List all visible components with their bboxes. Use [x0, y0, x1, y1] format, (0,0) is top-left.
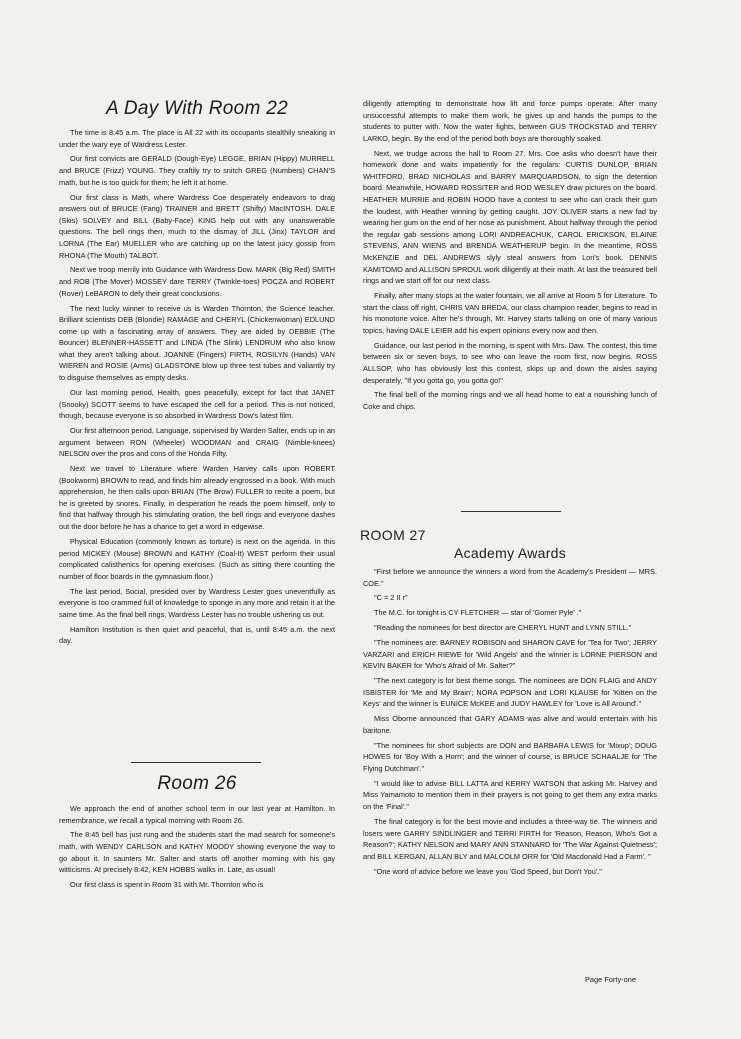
paragraph: The time is 8:45 a.m. The place is All 22 with its occupants stealthily sneaking in under the wary eye of Wardress Lester.: [59, 128, 335, 149]
section-divider: [131, 762, 261, 763]
paragraph: We approach the end of another school term in our last year at Hamilton. In remembrance, we recall a typical morning with Room 26.: [59, 804, 335, 825]
paragraph: diligently attempting to demonstrate how lift and force pumps operate. After many unsuccessful attempts to make them work, he gives up and hands the pumps to the students to putter with. Now the water fights, between GUS TROCKSTAD and TERRY LARKO, begin. By the end of the period both boys are thoroughly soaked.: [363, 99, 657, 143]
paragraph: Hamilton Institution is then quiet and peaceful, that is, until 8:45 a.m. the next day.: [59, 624, 335, 646]
room26-continued: [363, 98, 657, 416]
paragraph: "One word of advice before we leave you 'God Speed, but Don't You'.": [374, 866, 602, 876]
room26-title: Room 26: [157, 773, 237, 794]
paragraph: The M.C. for tonight is CY FLETCHER — star of 'Gomer Pyle' .": [374, 608, 582, 618]
paragraph: Our last morning period, Health, goes peacefully, except for fact that JANET (Snooky) SCOTT seems to have escaped the cell for a period. This is not noticed, though, because everyone is so absorbed in Wardress Dow's latest film.: [59, 387, 335, 421]
room22-title: A Day With Room 22: [106, 98, 288, 119]
paragraph: The last period, Social, presided over by Wardress Lester goes uneventfully as everyone is too crammed full of knowledge to sponge in any more and retain it at the same time. As the final bell rings, Wardress Lester has no trouble ushering us out.: [59, 586, 335, 619]
paragraph: "I would like to advise BILL LATTA and KERRY WATSON that asking Mr. Harvey and Miss Yamamoto to mention them in their prayers is not going to get them any extra marks on the 'Final'.": [363, 778, 657, 812]
paragraph: "C = 2 II r": [374, 593, 408, 603]
page-number: Page Forty-one: [585, 975, 636, 984]
paragraph: Our first class is spent in Room 31 with Mr. Thornton who is: [70, 880, 264, 890]
paragraph: The final bell of the morning rings and we all head home to eat a nourishing lunch of Coke and chips.: [363, 390, 657, 412]
paragraph: The next lucky winner to receive us is Warden Thornton, the Science teacher. Brilliant scientists DEB (Blondie) RAMAGE and CHERYL (Chickenwoman) EDLUND come up with a fascinating array of answers. They are aided by DEBBIE (The Bouncer) BLENNER-HASSETT and LINDA (The Slink) LENDRUM who also know what they aren't talking about. JOANNE (Fingers) FIRTH, ROSILYN (Hands) VAN WIEREN and ROSIE (Arms) GLADSTONE blow up three test tubes and valiantly try to disguise themselves as empty desks.: [59, 303, 335, 383]
room26-article: [59, 803, 335, 894]
paragraph: Miss Oborne announced that GARY ADAMS was alive and would entertain with his baritone.: [363, 714, 657, 735]
paragraph: Guidance, our last period in the morning, is spent with Mrs. Daw. The contest, this time between six or seven boys, to see who can leave the room first, now begins. ROSS ALLSOP, who has obviously lost this contest, skips up and down the aisles saying desperately, "If you gotta go, you gotta go!": [363, 340, 657, 385]
paragraph: Our first class is Math, where Wardress Coe desperately endeavors to drag answers out of BRUCE (Fang) TRAINER and BRETT (Shifty) MacINTOSH. DALE (Skis) SOLVEY and BILL (Baby-Face) KING help out with any unanswerable questions. The bell rings then, much to the dismay of JILL (Jinx) TAYLOR and LORNA (The Ear) MUELLER who are catching up on the latest juicy gossip from RHONA (The Mouth) TALBOT.: [59, 192, 335, 260]
paragraph: Our first afternoon period, Language, supervised by Warden Salter, ends up in an argument between RON (Wheeler) WOODMAN and CRAIG (Nimble-knees) NELSON over the pros and cons of the Honda Fifty.: [59, 426, 335, 459]
paragraph: Our first convicts are GERALD (Dough-Eye) LEGGE, BRIAN (Hippy) MURRELL and BRUCE (Frizz) YOUNG. They craftily try to snitch GREG (Numbers) CHAN'S math, but he is too quick for them; he left it at home.: [59, 154, 335, 187]
paragraph: "Reading the nominees for best director are CHERYL HUNT and LYNN STILL.": [374, 623, 632, 633]
paragraph: "The nominees for short subjects are DON and BARBARA LEWIS for 'Mixup'; DOUG HOWES for 'Boy With a Horn'; and the winner of course, is BRUCE SCHAALJE for 'The Flying Dutchman'.": [363, 740, 657, 773]
room27-title: ROOM 27: [360, 527, 426, 543]
paragraph: Physical Education (commonly known as torture) is next on the agenda. In this period MICKEY (Mouse) BROWN and KATHY (Coal-It) WEST perform their usual complicated calisthenics for opening exercises. (Such as sitting there counting the number of floor boards in the gymnasium floor.): [59, 536, 335, 581]
paragraph: The final category is for the best movie and includes a three-way tie. The winners and losers were GARRY SINDLINGER and TERRI FIRTH for 'Reason, Reason, Who's Got a Reason?'; KATHY NELSON and MARY ANN STANNARD for 'The War Against Quietness'; and BILL KERGAN, ALLAN BLY and MALCOLM ORR for 'Old Macdonald Had a Farm'. ": [363, 816, 657, 861]
paragraph: Next, we trudge across the hall to Room 27. Mrs. Coe asks who doesn't have their homework done and waits impatiently for the regulars: CURTIS DUNLOP, BRIAN WHITFORD, BRAD NICHOLAS and BARRY MARQUARDSON, to sign the detention board. Meanwhile, HOWARD ROSSITER and ROD WESLEY draw pictures on the board. HEATHER MURRIE and ROBIN HOOD have a contest to see who can crack their gum the loudest, with Heather winning by getting caught. JOY OLIVER starts a new fad by wearing her gum on the end of her nose as punishment. About halfway through the period the regular gab sessions among LORI ANDREACHUK, CAROL ERICKSON, ELAINE STEVENS, ANN WIENS and BRENDA WEATHERUP begin. In the meantime, ROSS McKENZIE and DEL ANDREWS slyly steal answers from Lori's book. DENNIS KAMITOMO and ALLISON SPROUL work diligently at their math. At last the treasured bell rings and we start off for our next class.: [363, 148, 657, 286]
paragraph: Finally, after many stops at the water fountain, we all arrive at Room 5 for Literature. To start the class off right, CHRIS VAN BREDA, our class champion reader, begins to read in his monotone voice. After he's through, Mr. Harvey starts talking on one of many various topics, having DALE LEIER add his expert opinions every now and then.: [363, 291, 657, 335]
room22-article: [59, 127, 335, 650]
paragraph: Next we troop merrily into Guidance with Wardress Dow. MARK (Big Red) SMITH and ROB (The Mover) MOSSEY dare TERRY (Twinkle-toes) POCZA and ROBERT (Rover) LeBARON to defy their great conclusions.: [59, 265, 335, 298]
awards-article: [363, 566, 657, 881]
paragraph: "First before we announce the winners a word from the Academy's President — MRS. COE.": [363, 567, 657, 588]
section-divider: [461, 511, 561, 512]
academy-awards-title: Academy Awards: [453, 545, 567, 561]
paragraph: "The nominees are: BARNEY ROBISON and SHARON CAVE for 'Tea for Two'; JERRY VARZARI and ERICH RIEWE for 'Wild Angels' and the winner is LORNE PIERSON and KEVIN BAKER for 'Who's Afraid of Mr. Salter?": [363, 638, 657, 671]
paragraph: "The next category is for best theme songs. The nominees are DON FLAIG and ANDY ISBISTER for 'Me and My Brain'; NORA POPSON and LORI KLAUSE for 'Kitten on the Keys' and the winner is EUNICE McKEE and JUDY HAWLEY for 'Love is All Around'.": [363, 676, 657, 709]
paragraph: The 8:45 bell has just rung and the students start the mad search for someone's math, with WENDY CARLSON and KATHY MOODY showing everyone the way to go about it. In saunters Mr. Salter and starts off another morning with his gay witticisms. At precisely 8:42, KEN HOBBS walks in. Late, as usual!: [59, 830, 335, 875]
paragraph: Next we travel to Literature where Warden Harvey calls upon ROBERT (Bookworm) BROWN to read, and finds him already engrossed in a book. With much apprehension, he then calls upon BRIAN (The Brow) FULLER to recite a poem, but he is greeted by snores. Finally, in desperation he reads the poem himself, only to find that halfway through his stimulating oration, the bell rings and everyone dashes out the door before he has a chance to get a word in edgewise.: [59, 464, 335, 532]
